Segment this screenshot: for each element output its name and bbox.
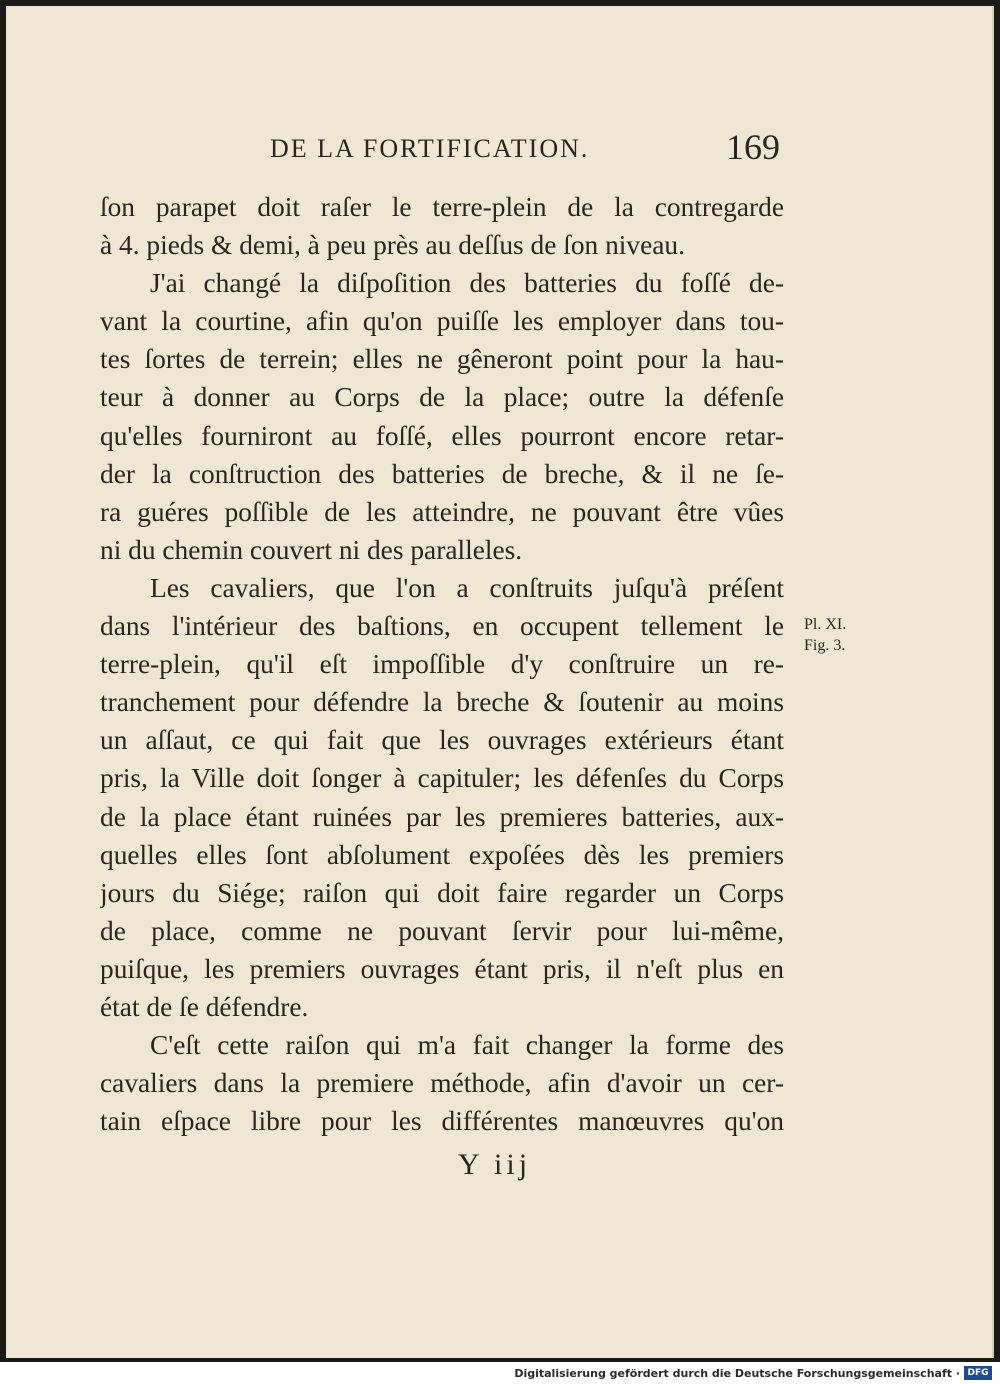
- figure-reference: Fig. 3.: [804, 637, 846, 654]
- text-line: ni du chemin couvert ni des paralleles.: [100, 534, 523, 565]
- text-line: pris, la Ville doit ſonger à capituler; les défenſes du Corps: [100, 763, 784, 794]
- text-line: Les cavaliers, que l'on a conſtruits juſqu'à préſent: [150, 572, 784, 603]
- signature-mark: Y iij: [458, 1148, 532, 1181]
- text-line: teur à donner au Corps de la place; outre la défenſe: [100, 382, 784, 413]
- text-line: de la place étant ruinées par les premieres batteries, aux-: [100, 801, 784, 832]
- funding-credit: Digitalisierung gefördert durch die Deutsche Forschungsgemeinschaft ·: [514, 1367, 960, 1380]
- page-number: 169: [726, 127, 780, 167]
- text-line: ra guéres poſſible de les atteindre, ne pouvant être vûes: [100, 496, 784, 527]
- text-line: dans l'intérieur des baſtions, en occupent tellement le: [100, 611, 784, 642]
- running-title: DE LA FORTIFICATION.: [270, 134, 590, 163]
- text-line: vant la courtine, afin qu'on puiſſe les employer dans tou-: [100, 306, 784, 337]
- marginal-note: [804, 614, 874, 656]
- text-line: état de ſe défendre.: [100, 991, 309, 1022]
- text-line: cavaliers dans la premiere méthode, afin d'avoir un cer-: [100, 1068, 784, 1099]
- dfg-logo-icon: DFG: [964, 1366, 992, 1380]
- text-line: tes ſortes de terrein; elles ne gêneront point pour la hau-: [100, 344, 784, 375]
- text-line: J'ai changé la diſpoſition des batteries du foſſé de-: [150, 268, 784, 299]
- text-line: C'eſt cette raiſon qui m'a fait changer la forme des: [150, 1030, 784, 1061]
- text-line: tranchement pour défendre la breche & ſoutenir au moins: [100, 687, 784, 718]
- text-line: puiſque, les premiers ouvrages étant pris, il n'eſt plus en: [100, 953, 784, 984]
- plate-reference: Pl. XI.: [804, 616, 847, 633]
- text-line: jours du Siége; raiſon qui doit faire regarder un Corps: [100, 877, 784, 908]
- body-text: [100, 188, 784, 1140]
- text-line: terre-plein, qu'il eſt impoſſible d'y conſtruire un re-: [100, 649, 784, 680]
- text-line: de place, comme ne pouvant ſervir pour lui-même,: [100, 915, 784, 946]
- text-line: der la conſtruction des batteries de breche, & il ne ſe-: [100, 458, 784, 489]
- text-line: à 4. pieds & demi, à peu près au deſſus de ſon niveau.: [100, 230, 685, 261]
- text-line: ſon parapet doit raſer le terre-plein de la contregarde: [100, 192, 784, 222]
- text-line: qu'elles fourniront au foſſé, elles pourront encore retar-: [100, 420, 784, 451]
- text-line: tain eſpace libre pour les différentes manœuvres qu'on: [100, 1106, 784, 1137]
- text-line: un aſſaut, ce qui fait que les ouvrages extérieurs étant: [100, 725, 784, 756]
- text-line: quelles elles ſont abſolument expoſées dès les premiers: [100, 839, 784, 870]
